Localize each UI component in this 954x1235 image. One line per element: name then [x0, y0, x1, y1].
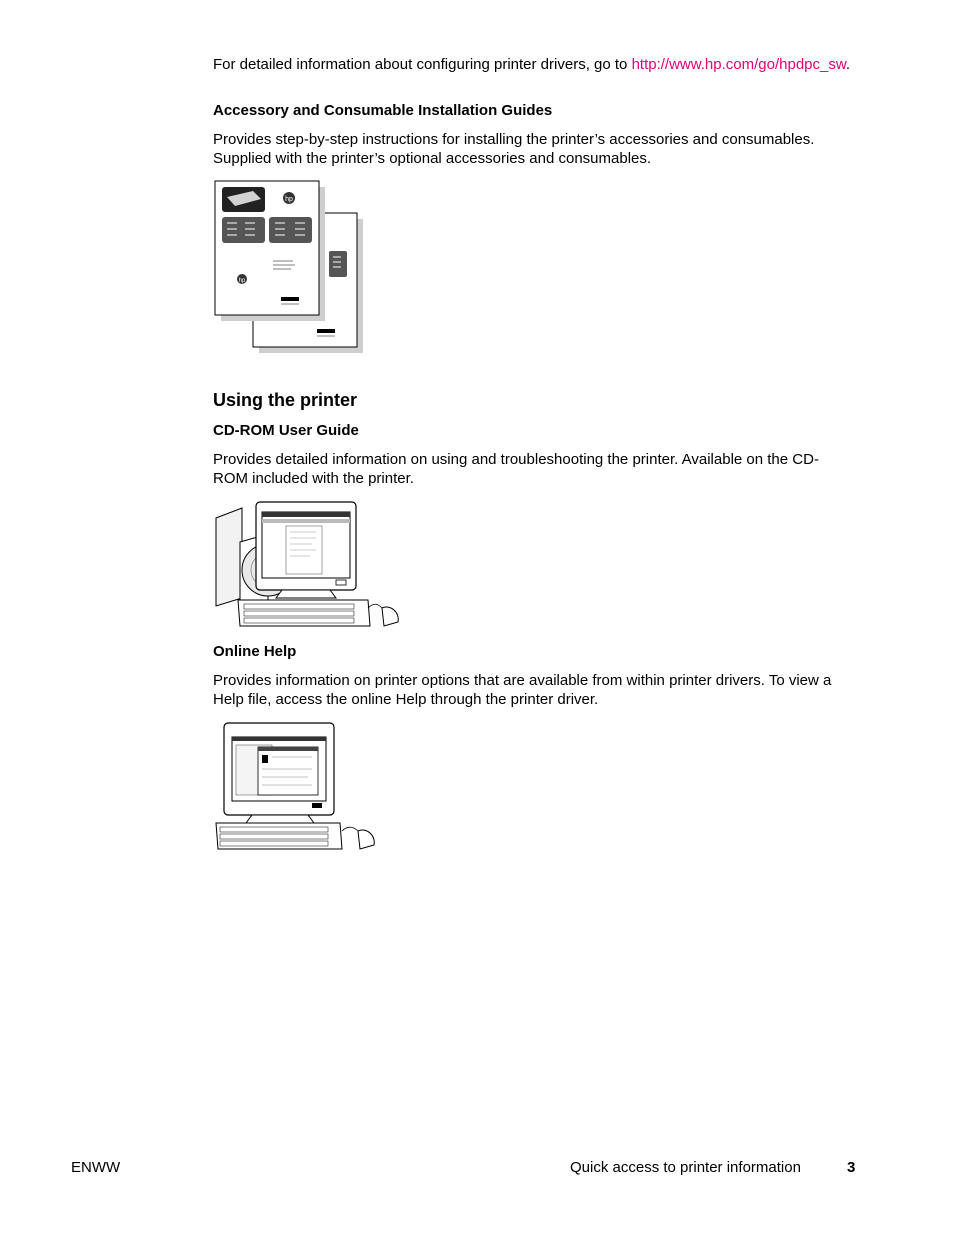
cdrom-user-guide-description: Provides detailed information on using and troubleshooting the printer. Available on the CD-ROM included with the printer. — [213, 451, 819, 487]
computer-cdrom-illustration — [212, 498, 402, 632]
svg-text:hp: hp — [285, 196, 293, 203]
accessory-guides-heading: Accessory and Consumable Installation Guides — [213, 102, 553, 119]
accessory-guides-description: Provides step-by-step instructions for installing the printer’s accessories and consumables. Supplied with the printer’s optional accessories and consumables. — [213, 131, 815, 167]
svg-text:hp: hp — [238, 278, 246, 284]
online-help-heading: Online Help — [213, 643, 297, 660]
hp-software-link[interactable]: http://www.hp.com/go/hpdpc_sw — [631, 56, 846, 73]
online-help-description: Provides information on printer options that are available from within printer drivers. To view a Help file, access the online Help through the printer driver. — [213, 672, 832, 708]
intro-text: For detailed information about configuring printer drivers, go to — [213, 56, 632, 73]
footer-page-number: 3 — [847, 1159, 856, 1176]
cdrom-user-guide-heading: CD-ROM User Guide — [213, 422, 359, 439]
footer-enww: ENWW — [71, 1159, 121, 1176]
computer-online-help-illustration — [212, 719, 380, 853]
intro-paragraph — [213, 55, 853, 74]
installation-guides-illustration — [213, 179, 365, 355]
footer-section-title: Quick access to printer information — [570, 1159, 801, 1176]
using-printer-heading: Using the printer — [213, 390, 358, 410]
intro-period: . — [845, 56, 851, 73]
